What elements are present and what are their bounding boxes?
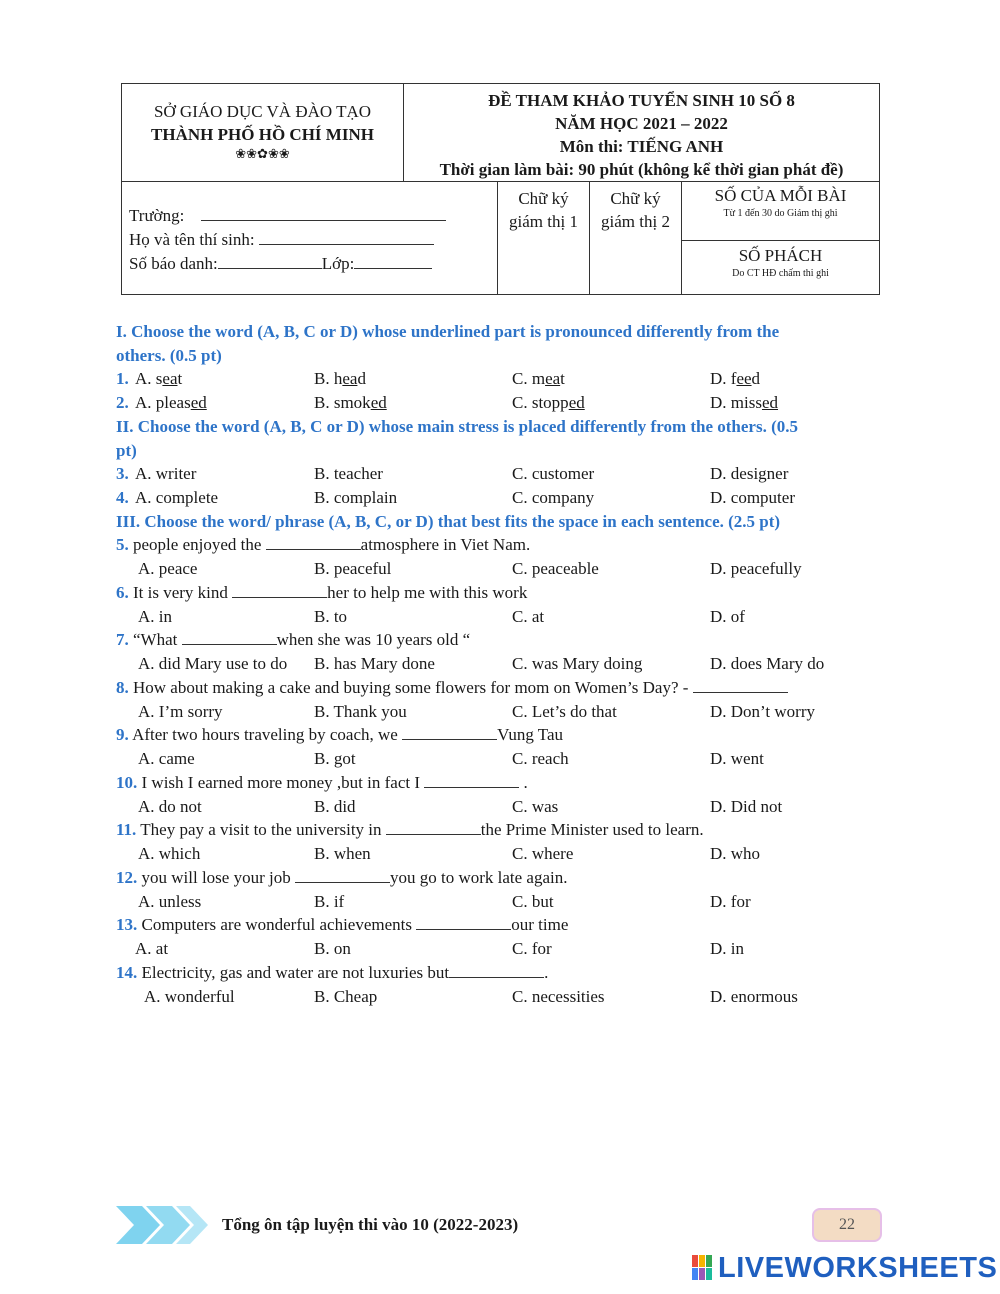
- option-d[interactable]: D. missed: [710, 393, 779, 412]
- question-number: 1.: [116, 369, 129, 388]
- department-name: SỞ GIÁO DỤC VÀ ĐÀO TẠO: [153, 102, 372, 121]
- option-a[interactable]: A. complete: [135, 488, 219, 507]
- stem-before: you will lose your job: [141, 868, 295, 887]
- question-6-stem: [116, 581, 527, 605]
- question-number: 6.: [116, 583, 129, 602]
- option-a[interactable]: A. came: [138, 749, 195, 768]
- question-13-options: [116, 937, 876, 961]
- question-number: 4.: [116, 488, 129, 507]
- department-block: [122, 100, 403, 161]
- question-1: [116, 367, 761, 391]
- option-b[interactable]: B. to: [314, 607, 348, 626]
- option-d[interactable]: D. enormous: [710, 987, 798, 1006]
- candidate-fields: [129, 204, 494, 276]
- city-name: THÀNH PHỐ HỒ CHÍ MINH: [151, 125, 374, 144]
- option-d[interactable]: D. feed: [710, 369, 761, 388]
- footer-title: Tổng ôn tập luyện thi vào 10 (2022-2023): [222, 1215, 519, 1234]
- option-d[interactable]: D. Did not: [710, 797, 783, 816]
- question-8-options: [116, 700, 876, 724]
- option-d[interactable]: D. of: [710, 607, 745, 626]
- question-9-options: [116, 747, 876, 771]
- answer-blank[interactable]: [449, 963, 544, 978]
- question-5-stem: [116, 533, 530, 557]
- stem-before: How about making a cake and buying some flowers for mom on Women’s Day? -: [133, 678, 693, 697]
- option-a[interactable]: A. at: [135, 939, 169, 958]
- school-label: Trường:: [129, 206, 185, 225]
- class-label: Lớp:: [321, 254, 355, 273]
- option-b[interactable]: B. did: [314, 797, 356, 816]
- candidate-number-input-line[interactable]: [218, 253, 322, 269]
- option-c[interactable]: C. but: [512, 892, 554, 911]
- exam-duration: Thời gian làm bài: 90 phút (không kể thời gian phát đề): [439, 160, 844, 179]
- stem-after: atmosphere in Viet Nam.: [360, 535, 531, 554]
- option-b[interactable]: B. teacher: [314, 464, 383, 483]
- option-c[interactable]: C. where: [512, 844, 574, 863]
- option-d[interactable]: D. Don’t worry: [710, 702, 815, 721]
- stem-before: people enjoyed the: [133, 535, 266, 554]
- option-b[interactable]: B. Thank you: [314, 702, 407, 721]
- stem-before: Computers are wonderful achievements: [141, 915, 417, 934]
- option-c[interactable]: C. at: [512, 607, 545, 626]
- section-1-heading-line2: others. (0.5 pt): [116, 346, 222, 365]
- invigilator-1-signature: [498, 187, 589, 233]
- question-number: 3.: [116, 464, 129, 483]
- sig2-line2: giám thị 2: [601, 212, 670, 231]
- section-2-heading: [116, 415, 876, 463]
- question-10-stem: [116, 771, 528, 795]
- exam-title-block: [404, 89, 879, 181]
- option-b[interactable]: B. smoked: [314, 393, 387, 412]
- option-b[interactable]: B. head: [314, 369, 366, 388]
- option-b[interactable]: B. has Mary done: [314, 654, 435, 673]
- question-12-stem: [116, 866, 567, 890]
- option-d[interactable]: D. computer: [710, 488, 795, 507]
- question-number: 5.: [116, 535, 129, 554]
- code-number-note: Do CT HĐ chấm thi ghi: [732, 268, 829, 279]
- stem-before: After two hours traveling by coach, we: [132, 725, 403, 744]
- answer-blank[interactable]: [182, 630, 277, 645]
- chevron-arrows-icon: [116, 1206, 208, 1244]
- school-year: NĂM HỌC 2021 – 2022: [555, 114, 728, 133]
- option-a[interactable]: A. unless: [138, 892, 202, 911]
- question-5-options: [116, 557, 876, 581]
- option-b[interactable]: B. peaceful: [314, 559, 392, 578]
- question-14-stem: [116, 961, 548, 985]
- option-d[interactable]: D. who: [710, 844, 761, 863]
- option-c[interactable]: C. customer: [512, 464, 595, 483]
- option-b[interactable]: B. got: [314, 749, 356, 768]
- option-c[interactable]: C. company: [512, 488, 595, 507]
- liveworksheets-logo[interactable]: [692, 1252, 997, 1284]
- exam-header-box: [121, 83, 880, 295]
- option-b[interactable]: B. on: [314, 939, 351, 958]
- option-a[interactable]: A. I’m sorry: [138, 702, 223, 721]
- school-input-line[interactable]: [201, 205, 446, 221]
- option-d[interactable]: D. went: [710, 749, 764, 768]
- option-d[interactable]: D. in: [710, 939, 744, 958]
- question-4: [116, 486, 795, 510]
- option-c[interactable]: C. stopped: [512, 393, 585, 412]
- option-a[interactable]: A. writer: [135, 464, 197, 483]
- name-input-line[interactable]: [259, 229, 434, 245]
- stem-after: when she was 10 years old “: [276, 630, 471, 649]
- ornament: ❀❀✿❀❀: [235, 146, 290, 161]
- option-d[interactable]: D. designer: [710, 464, 789, 483]
- question-number: 11.: [116, 820, 137, 839]
- option-c[interactable]: C. meat: [512, 369, 565, 388]
- liveworksheets-wordmark: LIVEWORKSHEETS: [718, 1251, 998, 1284]
- question-10-options: [116, 795, 876, 819]
- answer-blank[interactable]: [693, 678, 788, 693]
- option-a[interactable]: A. did Mary use to do: [138, 654, 288, 673]
- option-a[interactable]: A. pleased: [135, 393, 207, 412]
- option-a[interactable]: A. which: [138, 844, 201, 863]
- option-d[interactable]: D. peacefully: [710, 559, 802, 578]
- sig2-line1: Chữ ký: [610, 189, 661, 208]
- sig1-line2: giám thị 1: [509, 212, 578, 231]
- section-1-heading-line1: I. Choose the word (A, B, C or D) whose underlined part is pronounced differently from the: [116, 322, 780, 341]
- option-b[interactable]: B. Cheap: [314, 987, 378, 1006]
- question-12-options: [116, 890, 876, 914]
- question-3: [116, 462, 789, 486]
- question-11-options: [116, 842, 876, 866]
- option-b[interactable]: B. if: [314, 892, 345, 911]
- answer-blank[interactable]: [416, 915, 511, 930]
- question-8-stem: [116, 676, 788, 700]
- sig1-line1: Chữ ký: [518, 189, 569, 208]
- stem-before: I wish I earned more money ,but in fact I: [141, 773, 425, 792]
- option-c[interactable]: C. reach: [512, 749, 569, 768]
- answer-blank[interactable]: [424, 773, 519, 788]
- page-number-badge: 22: [812, 1208, 882, 1242]
- option-a[interactable]: A. in: [138, 607, 172, 626]
- class-input-line[interactable]: [354, 253, 432, 269]
- name-label: Họ và tên thí sinh:: [129, 230, 255, 249]
- question-14-options: [116, 985, 876, 1009]
- option-b[interactable]: B. when: [314, 844, 371, 863]
- question-7-options: [116, 652, 876, 676]
- option-a[interactable]: A. wonderful: [144, 987, 235, 1006]
- option-c[interactable]: C. was: [512, 797, 559, 816]
- stem-before: It is very kind: [133, 583, 233, 602]
- answer-blank[interactable]: [295, 868, 390, 883]
- paper-number-note: Từ 1 đến 30 do Giám thị ghi: [723, 208, 838, 219]
- question-number: 12.: [116, 868, 138, 887]
- candidate-number-label: Số báo danh:: [129, 254, 218, 273]
- question-number: 8.: [116, 678, 129, 697]
- stem-after: our time: [511, 915, 569, 934]
- option-d[interactable]: D. for: [710, 892, 751, 911]
- paper-number-cell: [682, 185, 879, 221]
- paper-number-title: SỐ CỦA MỖI BÀI: [714, 186, 847, 205]
- question-number: 13.: [116, 915, 138, 934]
- stem-before: They pay a visit to the university in: [140, 820, 386, 839]
- option-c[interactable]: C. was Mary doing: [512, 654, 643, 673]
- section-2-heading-line1: II. Choose the word (A, B, C or D) whose main stress is placed differently from the others. (0.5: [116, 417, 799, 436]
- invigilator-2-signature: [590, 187, 681, 233]
- option-c[interactable]: C. necessities: [512, 987, 605, 1006]
- answer-blank[interactable]: [266, 535, 361, 550]
- stem-after: Vung Tau: [497, 725, 564, 744]
- option-a[interactable]: A. seat: [135, 369, 183, 388]
- question-2: [116, 391, 779, 415]
- liveworksheets-logo-icon: [692, 1255, 718, 1281]
- section-2-heading-line2: pt): [116, 441, 137, 460]
- question-number: 14.: [116, 963, 138, 982]
- section-1-heading: [116, 320, 876, 368]
- option-c[interactable]: C. Let’s do that: [512, 702, 617, 721]
- question-11-stem: [116, 818, 704, 842]
- question-number: 10.: [116, 773, 138, 792]
- stem-before: Electricity, gas and water are not luxuries but: [141, 963, 450, 982]
- option-a[interactable]: A. peace: [138, 559, 198, 578]
- stem-after: the Prime Minister used to learn.: [480, 820, 704, 839]
- answer-blank[interactable]: [386, 820, 481, 835]
- school-field-row: [129, 204, 494, 228]
- stem-after: .: [544, 963, 549, 982]
- question-6-options: [116, 605, 876, 629]
- stem-before: “What: [133, 630, 182, 649]
- stem-after: her to help me with this work: [327, 583, 528, 602]
- subject: Môn thi: TIẾNG ANH: [559, 137, 724, 156]
- question-9-stem: [116, 723, 563, 747]
- option-a[interactable]: A. do not: [138, 797, 202, 816]
- code-number-title: SỐ PHÁCH: [738, 246, 823, 265]
- question-number: 7.: [116, 630, 129, 649]
- code-number-cell: [682, 245, 879, 281]
- option-c[interactable]: C. for: [512, 939, 552, 958]
- name-field-row: [129, 228, 494, 252]
- question-13-stem: [116, 913, 568, 937]
- question-7-stem: [116, 628, 470, 652]
- section-3-heading: III. Choose the word/ phrase (A, B, C, or D) that best fits the space in each sentence. (2.5 pt): [116, 512, 781, 531]
- question-number: 9.: [116, 725, 129, 744]
- option-c[interactable]: C. peaceable: [512, 559, 599, 578]
- exam-title: ĐỀ THAM KHẢO TUYỂN SINH 10 SỐ 8: [488, 91, 795, 110]
- question-number: 2.: [116, 393, 129, 412]
- answer-blank[interactable]: [232, 583, 327, 598]
- answer-blank[interactable]: [402, 725, 497, 740]
- candidate-number-row: [129, 252, 494, 276]
- stem-after: .: [519, 773, 528, 792]
- option-d[interactable]: D. does Mary do: [710, 654, 825, 673]
- stem-after: you go to work late again.: [389, 868, 568, 887]
- option-b[interactable]: B. complain: [314, 488, 398, 507]
